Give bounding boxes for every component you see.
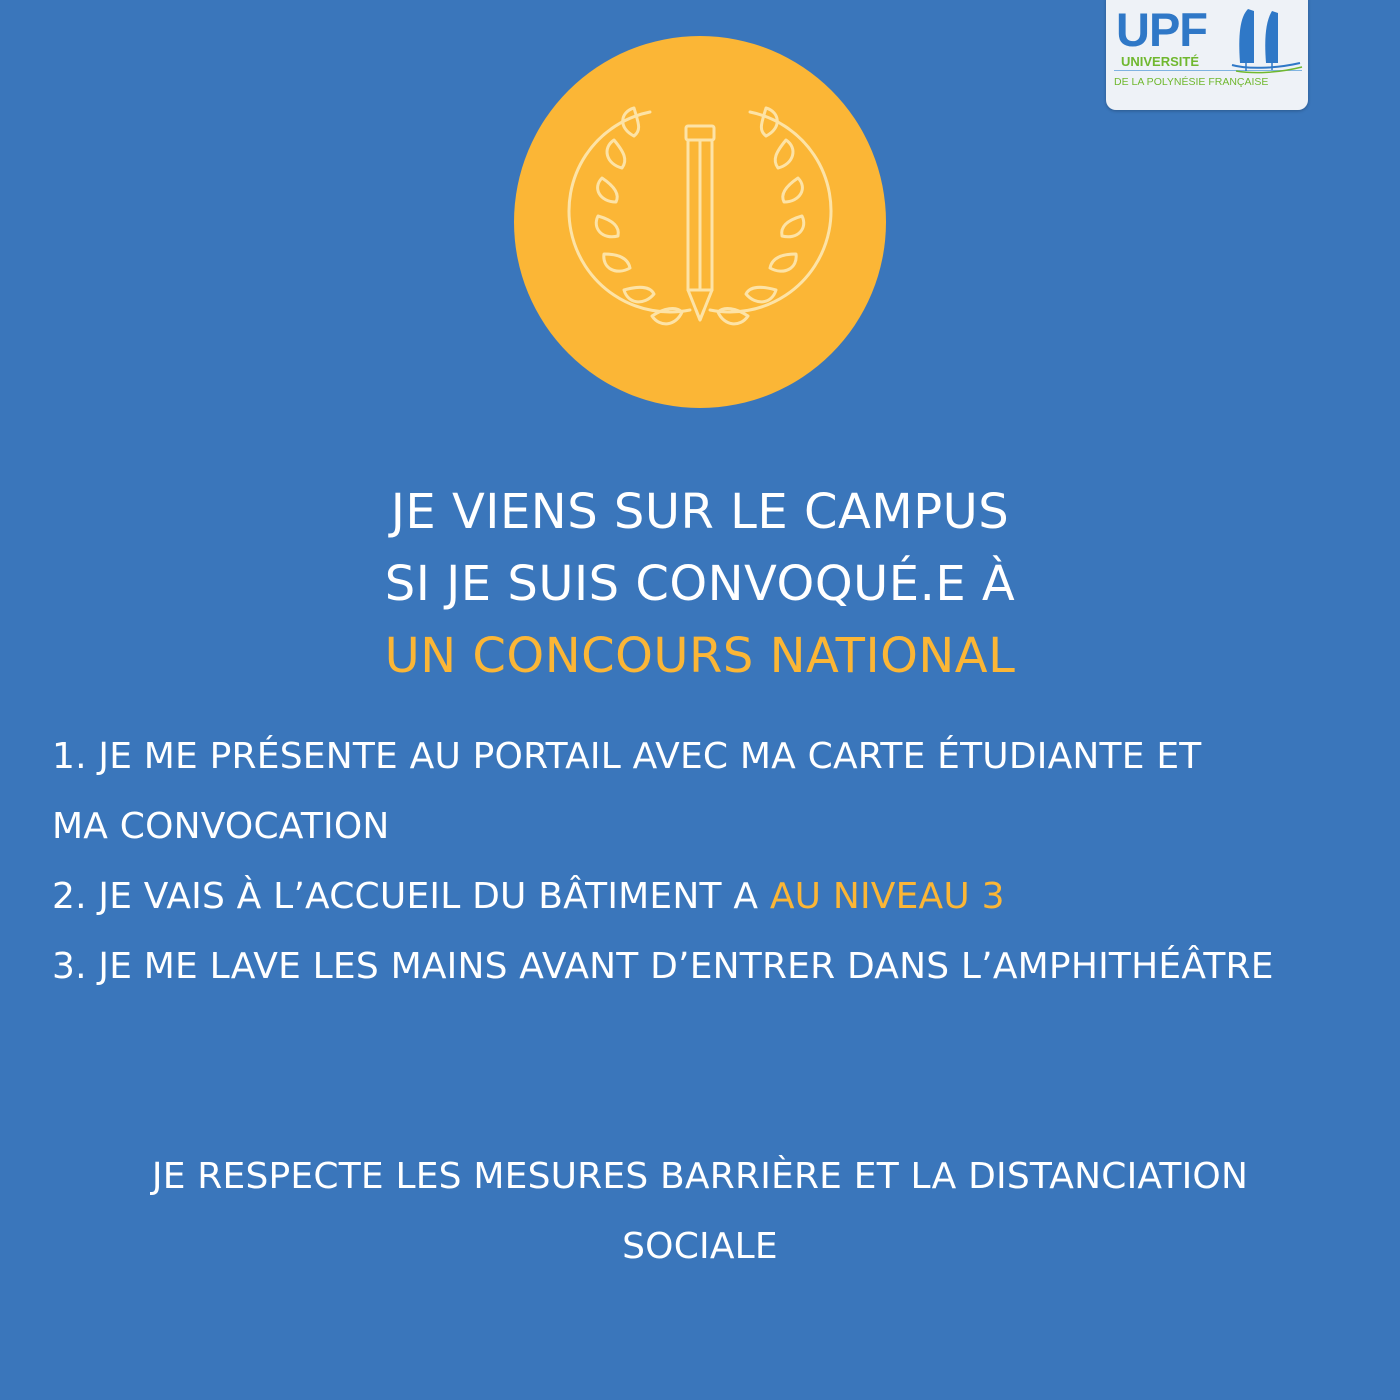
instruction-list (52, 722, 1372, 1002)
step-2-text: 2. JE VAIS À L’ACCUEIL DU BÂTIMENT A (52, 876, 770, 917)
main-heading (100, 476, 1300, 692)
upf-logo (1106, 0, 1308, 110)
footer-line-2: SOCIALE (622, 1226, 778, 1267)
footer-note (80, 1142, 1320, 1282)
logo-university-label: UNIVERSITÉ (1121, 54, 1200, 69)
step-2 (52, 862, 1372, 932)
step-3 (52, 932, 1372, 1002)
step-2-highlight: AU NIVEAU 3 (769, 876, 1005, 917)
step-3-text: 3. JE ME LAVE LES MAINS AVANT D’ENTRER DANS L’AMPHITHÉÂTRE (52, 946, 1274, 987)
step-1-line-1: 1. JE ME PRÉSENTE AU PORTAIL AVEC MA CARTE ÉTUDIANTE ET (52, 736, 1202, 777)
step-1 (52, 722, 1372, 862)
exam-medal (514, 36, 886, 408)
step-1-line-2: MA CONVOCATION (52, 806, 390, 847)
heading-line-2: SI JE SUIS CONVOQUÉ.E À (384, 556, 1016, 612)
pencil-laurel-icon (514, 36, 886, 408)
heading-line-3: UN CONCOURS NATIONAL (384, 628, 1016, 684)
outrigger-canoe-icon (1230, 5, 1306, 77)
footer-line-1: JE RESPECTE LES MESURES BARRIÈRE ET LA DISTANCIATION (151, 1156, 1249, 1197)
logo-acronym: UPF (1116, 3, 1207, 56)
heading-line-1: JE VIENS SUR LE CAMPUS (390, 484, 1010, 540)
logo-university-name: DE LA POLYNÉSIE FRANÇAISE (1114, 76, 1269, 88)
